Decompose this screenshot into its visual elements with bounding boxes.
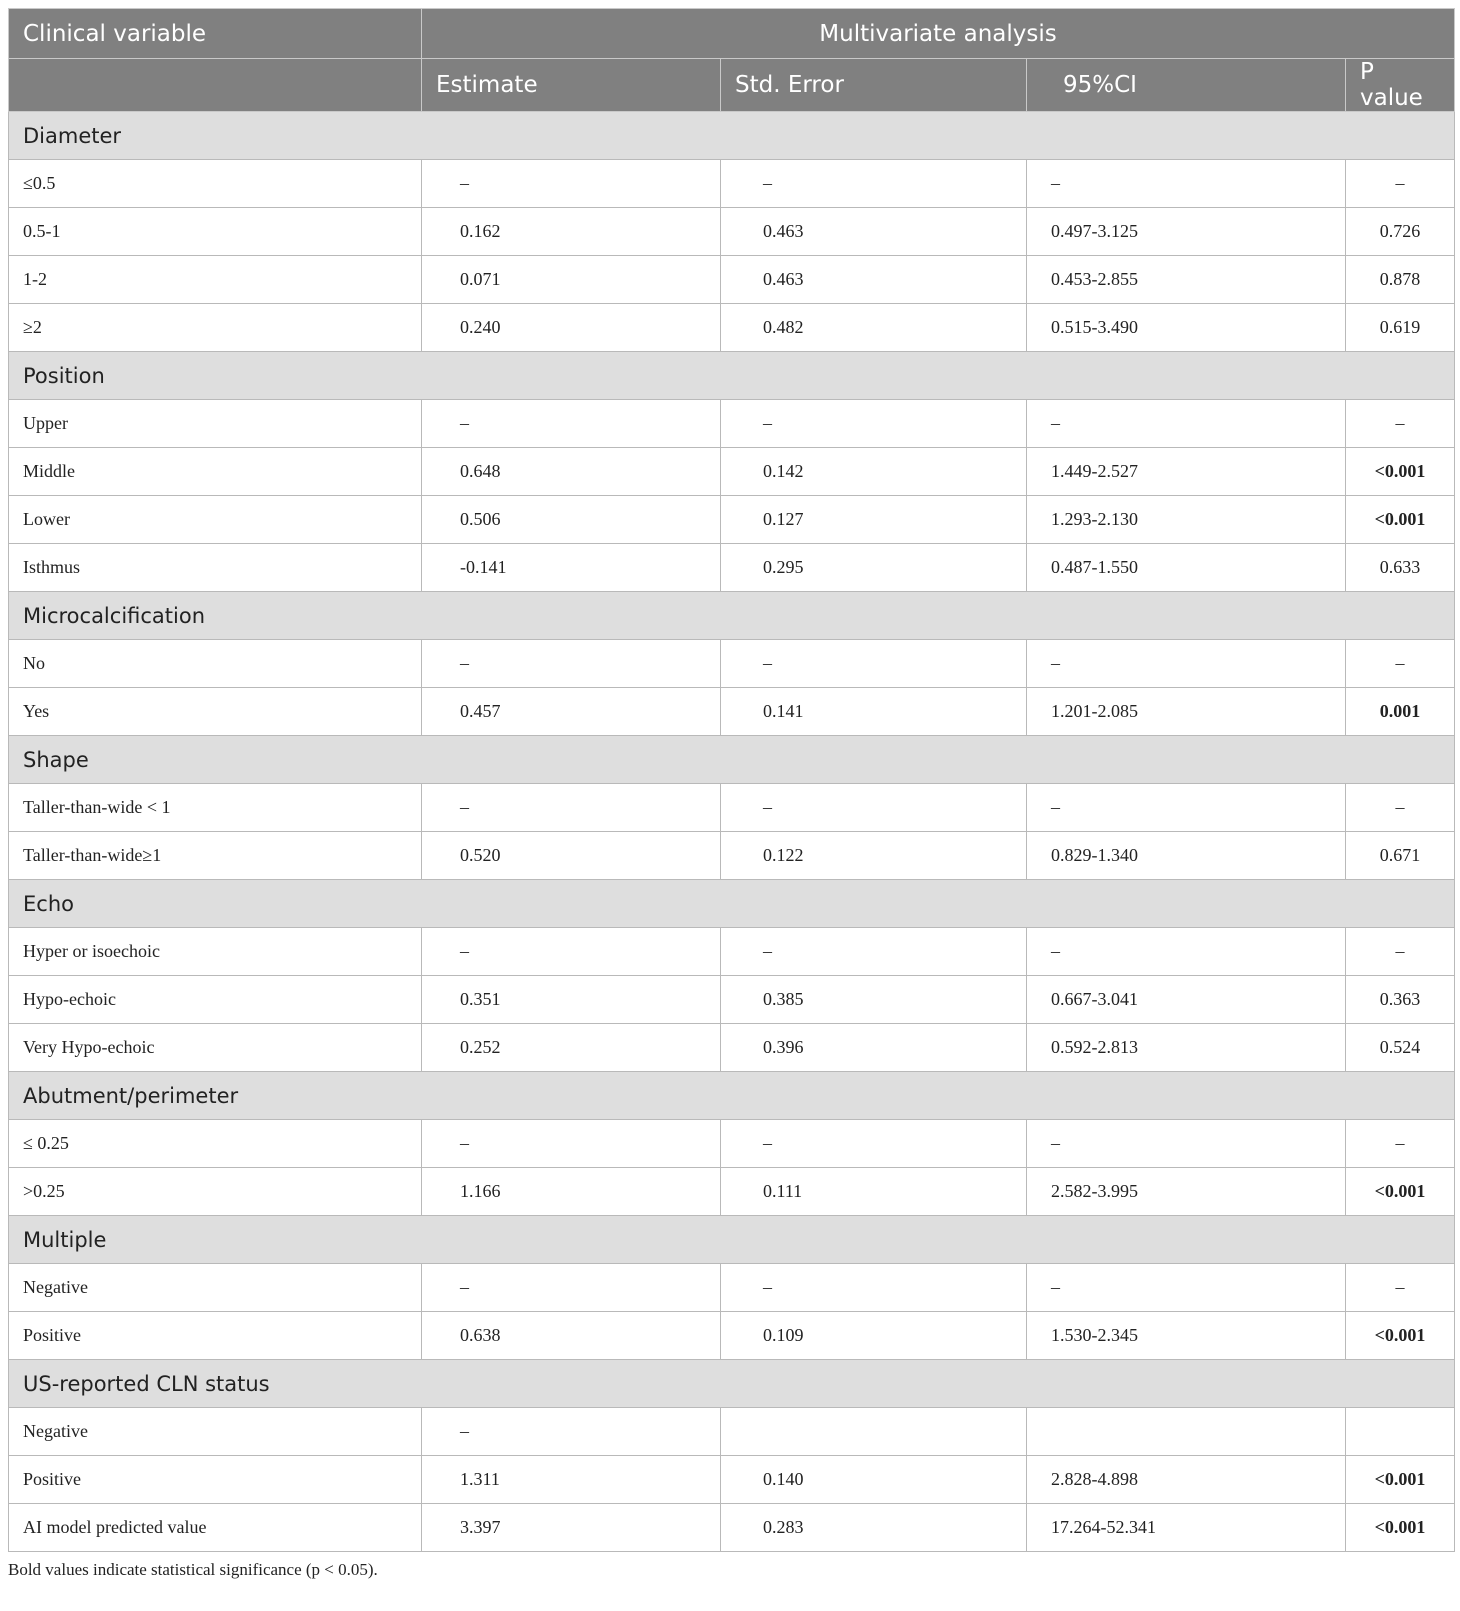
group-title: Diameter bbox=[9, 112, 1455, 160]
ci-cell: – bbox=[1027, 1120, 1346, 1168]
table-row bbox=[9, 304, 1455, 352]
table-row bbox=[9, 1168, 1455, 1216]
p-value-cell: <0.001 bbox=[1346, 1456, 1455, 1504]
estimate-cell: 0.162 bbox=[422, 208, 721, 256]
ci-cell: 2.582-3.995 bbox=[1027, 1168, 1346, 1216]
table-row bbox=[9, 1408, 1455, 1456]
std-error-cell: 0.141 bbox=[721, 688, 1027, 736]
multivariate-analysis-table bbox=[8, 8, 1455, 1552]
variable-level-cell: ≥2 bbox=[9, 304, 422, 352]
variable-level-cell: Negative bbox=[9, 1408, 422, 1456]
p-value-cell: – bbox=[1346, 400, 1455, 448]
ci-cell: – bbox=[1027, 160, 1346, 208]
p-value-cell: – bbox=[1346, 640, 1455, 688]
estimate-cell: 0.520 bbox=[422, 832, 721, 880]
ci-cell: – bbox=[1027, 784, 1346, 832]
ci-cell: 0.453-2.855 bbox=[1027, 256, 1346, 304]
ci-cell: 17.264-52.341 bbox=[1027, 1504, 1346, 1552]
std-error-cell: 0.127 bbox=[721, 496, 1027, 544]
estimate-cell: 0.648 bbox=[422, 448, 721, 496]
variable-level-cell: Positive bbox=[9, 1456, 422, 1504]
std-error-cell: 0.140 bbox=[721, 1456, 1027, 1504]
p-value-cell: <0.001 bbox=[1346, 1168, 1455, 1216]
ci-cell: 0.667-3.041 bbox=[1027, 976, 1346, 1024]
std-error-cell: – bbox=[721, 160, 1027, 208]
header-multivariate-analysis: Multivariate analysis bbox=[422, 9, 1455, 59]
estimate-cell: – bbox=[422, 1120, 721, 1168]
p-value-cell: <0.001 bbox=[1346, 448, 1455, 496]
estimate-cell: – bbox=[422, 160, 721, 208]
table-row bbox=[9, 832, 1455, 880]
estimate-cell: – bbox=[422, 1408, 721, 1456]
group-header-row bbox=[9, 592, 1455, 640]
p-value-cell: 0.878 bbox=[1346, 256, 1455, 304]
std-error-cell: – bbox=[721, 784, 1027, 832]
std-error-cell: 0.295 bbox=[721, 544, 1027, 592]
p-value-cell: <0.001 bbox=[1346, 1504, 1455, 1552]
p-value-cell: – bbox=[1346, 160, 1455, 208]
header-p-value: P value bbox=[1346, 59, 1455, 112]
variable-level-cell: Middle bbox=[9, 448, 422, 496]
group-title: US-reported CLN status bbox=[9, 1360, 1455, 1408]
table-row bbox=[9, 976, 1455, 1024]
group-title: Microcalcification bbox=[9, 592, 1455, 640]
variable-level-cell: Isthmus bbox=[9, 544, 422, 592]
group-header-row bbox=[9, 1360, 1455, 1408]
p-value-cell: <0.001 bbox=[1346, 496, 1455, 544]
estimate-cell: – bbox=[422, 1264, 721, 1312]
table-row bbox=[9, 1264, 1455, 1312]
ci-cell: – bbox=[1027, 400, 1346, 448]
variable-level-cell: Lower bbox=[9, 496, 422, 544]
group-header-row bbox=[9, 1216, 1455, 1264]
estimate-cell: 0.240 bbox=[422, 304, 721, 352]
table-row bbox=[9, 496, 1455, 544]
variable-level-cell: >0.25 bbox=[9, 1168, 422, 1216]
variable-level-cell: Very Hypo-echoic bbox=[9, 1024, 422, 1072]
std-error-cell: – bbox=[721, 1120, 1027, 1168]
header-empty bbox=[9, 59, 422, 112]
header-estimate: Estimate bbox=[422, 59, 721, 112]
estimate-cell: – bbox=[422, 928, 721, 976]
p-value-cell: – bbox=[1346, 1120, 1455, 1168]
estimate-cell: 0.071 bbox=[422, 256, 721, 304]
std-error-cell: 0.396 bbox=[721, 1024, 1027, 1072]
p-value-cell: 0.633 bbox=[1346, 544, 1455, 592]
table-row bbox=[9, 784, 1455, 832]
ci-cell: 1.293-2.130 bbox=[1027, 496, 1346, 544]
table-row bbox=[9, 160, 1455, 208]
table-row bbox=[9, 400, 1455, 448]
group-header-row bbox=[9, 1072, 1455, 1120]
ci-cell: 1.201-2.085 bbox=[1027, 688, 1346, 736]
ci-cell: 0.829-1.340 bbox=[1027, 832, 1346, 880]
ci-cell: 0.515-3.490 bbox=[1027, 304, 1346, 352]
p-value-cell: 0.524 bbox=[1346, 1024, 1455, 1072]
estimate-cell: 0.638 bbox=[422, 1312, 721, 1360]
std-error-cell: 0.122 bbox=[721, 832, 1027, 880]
table-row bbox=[9, 688, 1455, 736]
ci-cell: – bbox=[1027, 928, 1346, 976]
table-row bbox=[9, 448, 1455, 496]
group-header-row bbox=[9, 880, 1455, 928]
estimate-cell: 0.351 bbox=[422, 976, 721, 1024]
header-row-top bbox=[9, 9, 1455, 59]
ci-cell: 1.530-2.345 bbox=[1027, 1312, 1346, 1360]
group-title: Position bbox=[9, 352, 1455, 400]
std-error-cell: 0.142 bbox=[721, 448, 1027, 496]
p-value-cell: 0.726 bbox=[1346, 208, 1455, 256]
ci-cell: – bbox=[1027, 640, 1346, 688]
table-row bbox=[9, 1120, 1455, 1168]
p-value-cell bbox=[1346, 1408, 1455, 1456]
ci-cell: 0.497-3.125 bbox=[1027, 208, 1346, 256]
table-row bbox=[9, 544, 1455, 592]
std-error-cell: 0.463 bbox=[721, 256, 1027, 304]
p-value-cell: 0.363 bbox=[1346, 976, 1455, 1024]
variable-level-cell: Hypo-echoic bbox=[9, 976, 422, 1024]
table-row bbox=[9, 1456, 1455, 1504]
estimate-cell: 0.252 bbox=[422, 1024, 721, 1072]
std-error-cell: 0.111 bbox=[721, 1168, 1027, 1216]
std-error-cell bbox=[721, 1408, 1027, 1456]
group-header-row bbox=[9, 352, 1455, 400]
std-error-cell: 0.463 bbox=[721, 208, 1027, 256]
variable-level-cell: Negative bbox=[9, 1264, 422, 1312]
variable-level-cell: Positive bbox=[9, 1312, 422, 1360]
p-value-cell: – bbox=[1346, 784, 1455, 832]
estimate-cell: 1.311 bbox=[422, 1456, 721, 1504]
p-value-cell: <0.001 bbox=[1346, 1312, 1455, 1360]
estimate-cell: 1.166 bbox=[422, 1168, 721, 1216]
variable-level-cell: Taller-than-wide < 1 bbox=[9, 784, 422, 832]
p-value-cell: – bbox=[1346, 1264, 1455, 1312]
group-title: Abutment/perimeter bbox=[9, 1072, 1455, 1120]
group-header-row bbox=[9, 112, 1455, 160]
estimate-cell: – bbox=[422, 640, 721, 688]
header-clinical-variable: Clinical variable bbox=[9, 9, 422, 59]
p-value-cell: 0.671 bbox=[1346, 832, 1455, 880]
estimate-cell: -0.141 bbox=[422, 544, 721, 592]
variable-level-cell: Hyper or isoechoic bbox=[9, 928, 422, 976]
p-value-cell: – bbox=[1346, 928, 1455, 976]
estimate-cell: – bbox=[422, 400, 721, 448]
p-value-cell: 0.001 bbox=[1346, 688, 1455, 736]
group-title: Echo bbox=[9, 880, 1455, 928]
table-row bbox=[9, 928, 1455, 976]
ci-cell: 0.592-2.813 bbox=[1027, 1024, 1346, 1072]
table-row bbox=[9, 1024, 1455, 1072]
group-title: Shape bbox=[9, 736, 1455, 784]
ci-cell: 0.487-1.550 bbox=[1027, 544, 1346, 592]
variable-level-cell: ≤ 0.25 bbox=[9, 1120, 422, 1168]
variable-level-cell: No bbox=[9, 640, 422, 688]
std-error-cell: 0.283 bbox=[721, 1504, 1027, 1552]
std-error-cell: – bbox=[721, 1264, 1027, 1312]
table-body bbox=[9, 112, 1455, 1552]
std-error-cell: – bbox=[721, 640, 1027, 688]
header-row-sub bbox=[9, 59, 1455, 112]
estimate-cell: 3.397 bbox=[422, 1504, 721, 1552]
std-error-cell: – bbox=[721, 400, 1027, 448]
table-row bbox=[9, 1312, 1455, 1360]
std-error-cell: 0.385 bbox=[721, 976, 1027, 1024]
table-row bbox=[9, 1504, 1455, 1552]
header-std-error: Std. Error bbox=[721, 59, 1027, 112]
variable-level-cell: ≤0.5 bbox=[9, 160, 422, 208]
ci-cell bbox=[1027, 1408, 1346, 1456]
variable-level-cell: 1-2 bbox=[9, 256, 422, 304]
table-row bbox=[9, 640, 1455, 688]
group-header-row bbox=[9, 736, 1455, 784]
group-title: Multiple bbox=[9, 1216, 1455, 1264]
ci-cell: – bbox=[1027, 1264, 1346, 1312]
table-row bbox=[9, 256, 1455, 304]
p-value-cell: 0.619 bbox=[1346, 304, 1455, 352]
std-error-cell: – bbox=[721, 928, 1027, 976]
std-error-cell: 0.482 bbox=[721, 304, 1027, 352]
variable-level-cell: AI model predicted value bbox=[9, 1504, 422, 1552]
estimate-cell: 0.506 bbox=[422, 496, 721, 544]
ci-cell: 2.828-4.898 bbox=[1027, 1456, 1346, 1504]
table-row bbox=[9, 208, 1455, 256]
results-table-container bbox=[8, 8, 1454, 1580]
estimate-cell: 0.457 bbox=[422, 688, 721, 736]
variable-level-cell: 0.5-1 bbox=[9, 208, 422, 256]
variable-level-cell: Upper bbox=[9, 400, 422, 448]
table-footnote: Bold values indicate statistical significance (p < 0.05). bbox=[8, 1560, 378, 1579]
estimate-cell: – bbox=[422, 784, 721, 832]
variable-level-cell: Taller-than-wide≥1 bbox=[9, 832, 422, 880]
ci-cell: 1.449-2.527 bbox=[1027, 448, 1346, 496]
variable-level-cell: Yes bbox=[9, 688, 422, 736]
header-95ci: 95%CI bbox=[1027, 59, 1346, 112]
std-error-cell: 0.109 bbox=[721, 1312, 1027, 1360]
